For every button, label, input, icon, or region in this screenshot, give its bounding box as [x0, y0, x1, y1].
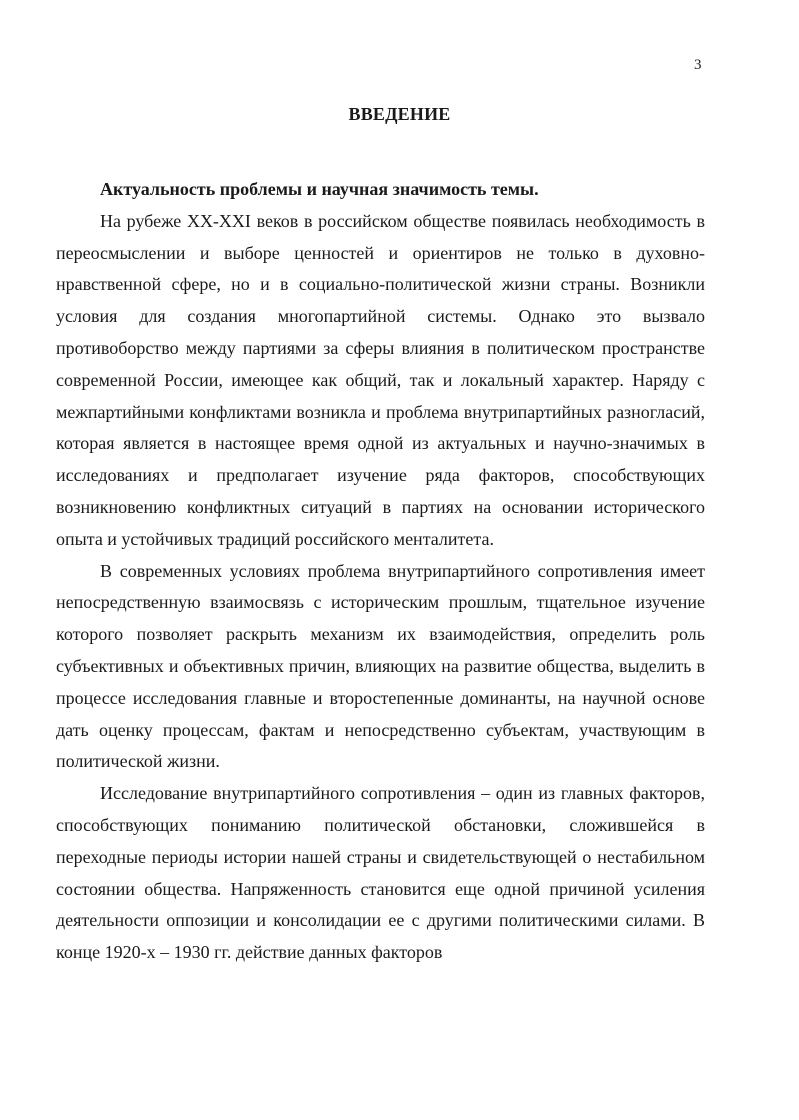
paragraph-3: Исследование внутрипартийного сопротивления – один из главных факторов, способствующих пониманию политической обстановки, сложившейся в переходные периоды истории нашей страны и свидетельствующей о нестабильном состоянии общества. Напряженность становится еще одной причиной усиления деятельности оппозиции и консолидации ее с другими политическими силами. В конце 1920-х – 1930 гг. действие данных факторов [56, 783, 705, 963]
paragraph-2: В современных условиях проблема внутрипартийного сопротивления имеет непосредственную взаимосвязь с историческим прошлым, тщательное изучение которого позволяет раскрыть механизм их взаимодействия, определить роль субъективных и объективных причин, влияющих на развитие общества, выделить в процессе исследования главные и второстепенные доминанты, на научной основе дать оценку процессам, фактам и непосредственно субъектам, участвующим в политической жизни. [56, 560, 705, 772]
section-content [56, 174, 705, 969]
section-heading: Актуальность проблемы и научная значимость темы. [100, 179, 539, 199]
page-number: 3 [694, 57, 702, 73]
paragraph-1: На рубеже XX-XXI веков в российском обществе появилась необходимость в переосмыслении и выборе ценностей и ориентиров не только в духовно-нравственной сфере, но и в социально-политической жизни страны. Возникли условия для создания многопартийной системы. Однако это вызвало противоборство между партиями за сферы влияния в политическом пространстве современной России, имеющее как общий, так и локальный характер. Наряду с межпартийными конфликтами возникла и проблема внутрипартийных разногласий, которая является в настоящее время одной из актуальных и научно-значимых в исследованиях и предполагает изучение ряда факторов, способствующих возникновению конфликтных ситуаций в партиях на основании исторического опыта и устойчивых традиций российского менталитета. [56, 210, 705, 549]
page-title: ВВЕДЕНИЕ [348, 104, 451, 124]
